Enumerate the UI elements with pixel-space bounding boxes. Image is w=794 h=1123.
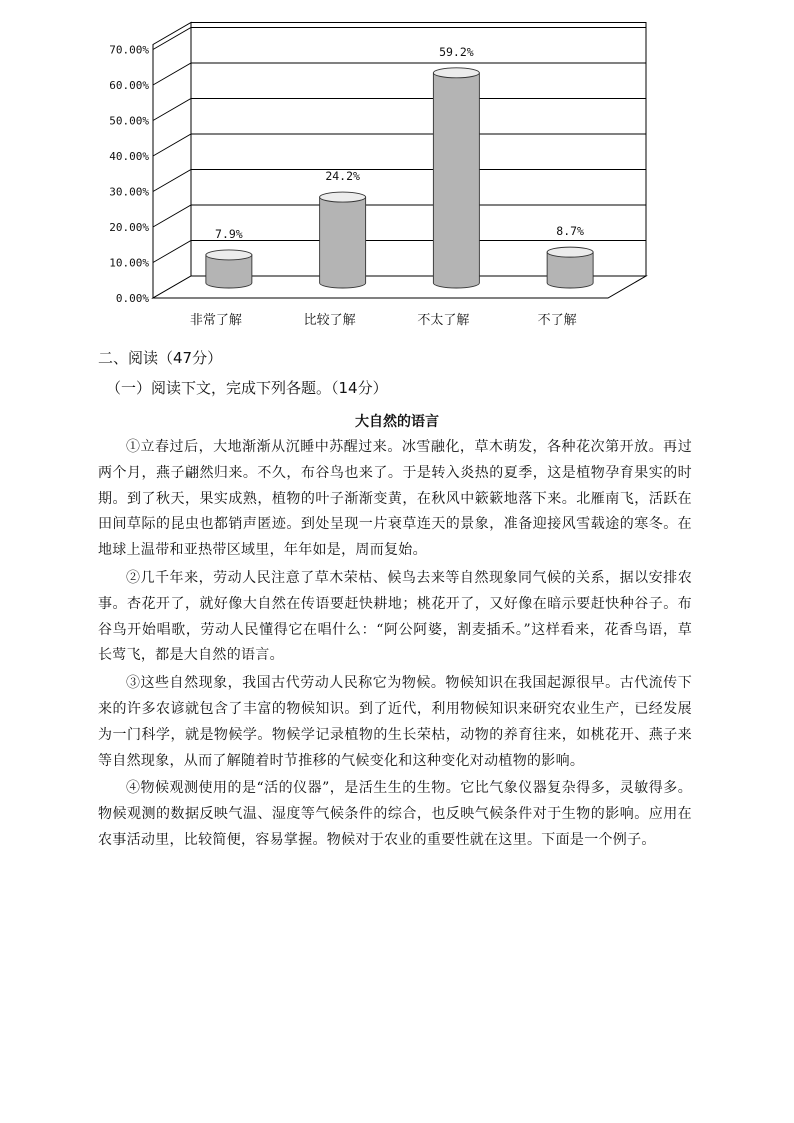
y-tick-label: 60.00% (109, 79, 149, 92)
data-label: 24.2% (325, 169, 360, 184)
data-label: 59.2% (439, 44, 474, 59)
y-tick-label: 0.00% (115, 292, 149, 305)
bar-cylinder-top (433, 68, 479, 78)
article-title: 大自然的语言 (355, 414, 439, 430)
article-paragraph-4: ④物候观测使用的是“活的仪器”，是活生生的生物。它比气象仪器复杂得多，灵敏得多。物候观测的数据反映气温、湿度等气候条件的综合，也反映气候条件对于生物的影响。应用在农事活动里，比较简便，容易掌握。物候对于农业的重要性就在这里。下面是一个例子。 (98, 780, 692, 848)
chart-side-wall (153, 23, 191, 299)
bar-cylinder-top (206, 250, 252, 260)
y-tick-label: 70.00% (109, 43, 149, 57)
article-body (98, 435, 692, 854)
category-label: 比较了解 (303, 313, 356, 328)
article-paragraph-3: ③这些自然现象，我国古代劳动人民称它为物候。物候知识在我国起源很早。古代流传下来的许多农谚就包含了丰富的物候知识。到了近代，利用物候知识来研究农业生产，已经发展为一门科学，就是物候学。物候学记录植物的生长荣枯，动物的养育往来，如桃花开、燕子来等自然现象，从而了解随着时节推移的气候变化和这种变化对动植物的影响。 (98, 675, 692, 769)
chart-canvas (0, 0, 794, 340)
article-paragraph-1: ①立春过后，大地渐渐从沉睡中苏醒过来。冰雪融化，草木萌发，各种花次第开放。再过两个月，燕子翩然归来。不久，布谷鸟也来了。于是转入炎热的夏季，这是植物孕育果实的时期。到了秋天，果实成熟，植物的叶子渐渐变黄，在秋风中簌簌地落下来。北雁南飞，活跃在田间草际的昆虫也都销声匿迹。到处呈现一片衰草连天的景象，准备迎接风雪载途的寒冬。在地球上温带和亚热带区域里，年年如是，周而复始。 (98, 439, 692, 559)
category-label: 不了解 (537, 313, 577, 328)
category-label: 非常了解 (189, 313, 242, 328)
y-tick-label: 20.00% (109, 221, 149, 234)
y-tick-label: 30.00% (109, 185, 149, 199)
article-paragraph-2: ②几千年来，劳动人民注意了草木荣枯、候鸟去来等自然现象同气候的关系，据以安排农事。杏花开了，就好像大自然在传语要赶快耕地；桃花开了，又好像在暗示要赶快种谷子。布谷鸟开始唱歌，劳动人民懂得它在唱什么：“阿公阿婆，割麦插禾。”这样看来，花香鸟语，草长莺飞，都是大自然的语言。 (98, 569, 692, 664)
y-tick-label: 40.00% (109, 150, 149, 163)
y-tick-label: 10.00% (109, 256, 149, 270)
data-label: 7.9% (215, 226, 243, 241)
y-tick-label: 50.00% (109, 114, 149, 128)
bar-cylinder-body (320, 197, 366, 288)
bar-cylinder-body (433, 73, 479, 288)
bar-cylinder-top (547, 247, 593, 257)
survey-bar-chart (0, 0, 794, 340)
data-label: 8.7% (556, 224, 584, 239)
bar-cylinder-top (320, 192, 366, 202)
subsection-heading: （一）阅读下文，完成下列各题。（14分） (106, 379, 388, 397)
category-label: 不太了解 (417, 313, 470, 328)
section-heading: 二、阅读（47分） (98, 349, 223, 367)
